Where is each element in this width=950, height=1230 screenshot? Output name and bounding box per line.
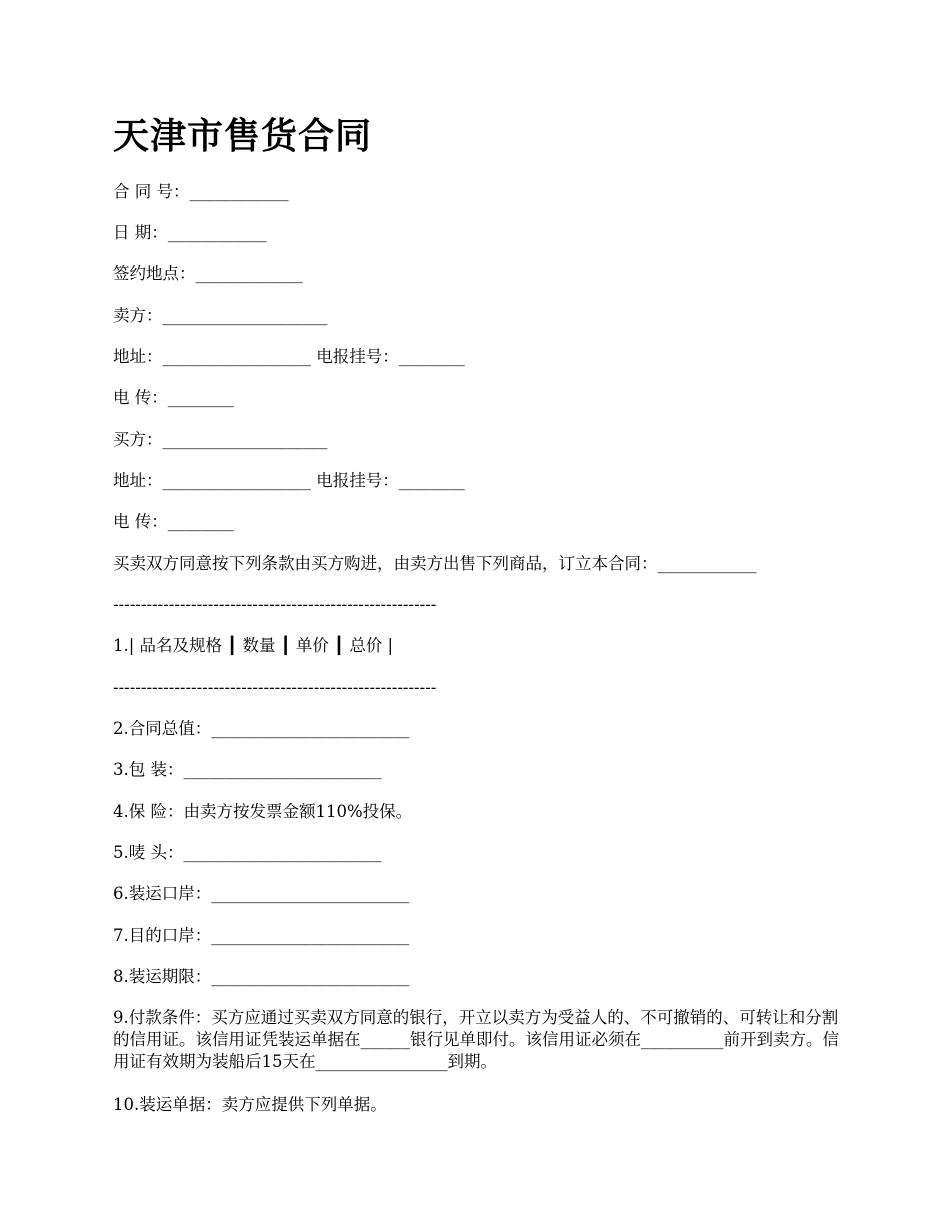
clause-total-value: 2.合同总值：________________________ <box>113 719 410 738</box>
clause-destination-port: 7.目的口岸：________________________ <box>113 926 410 945</box>
date-line: 日 期：____________ <box>113 223 267 242</box>
clause-insurance: 4.保 险：由卖方按发票金额110%投保。 <box>113 802 413 821</box>
buyer-telex-line: 电 传：________ <box>113 512 234 531</box>
seller-telex-line: 电 传：________ <box>113 388 234 407</box>
goods-table-header: 1.| 品名及规格 ┃ 数量 ┃ 单价 ┃ 总价 | <box>113 636 394 655</box>
buyer-line: 买方：____________________ <box>113 430 328 449</box>
signing-place-line: 签约地点：_____________ <box>113 264 303 283</box>
clause-shipping-documents: 10.装运单据：卖方应提供下列单据。 <box>113 1095 387 1114</box>
agreement-line: 买卖双方同意按下列条款由买方购进，由卖方出售下列商品，订立本合同：____________ <box>113 554 757 573</box>
contract-number-line: 合 同 号：____________ <box>113 182 289 201</box>
table-divider-bottom: ---------------------------------------------------------- <box>113 678 437 697</box>
clause-shipping-marks: 5.唛 头：________________________ <box>113 843 382 862</box>
buyer-address-line: 地址：__________________ 电报挂号：________ <box>113 471 465 490</box>
table-divider-top: ---------------------------------------------------------- <box>113 595 437 614</box>
seller-address-line: 地址：__________________ 电报挂号：________ <box>113 347 465 366</box>
seller-line: 卖方：____________________ <box>113 306 328 325</box>
page-title: 天津市售货合同 <box>113 116 373 157</box>
clause-loading-port: 6.装运口岸：________________________ <box>113 884 410 903</box>
clause-shipment-deadline: 8.装运期限：________________________ <box>113 967 410 986</box>
clause-packing: 3.包 装：________________________ <box>113 760 382 779</box>
clause-payment-terms: 9.付款条件：买方应通过买卖双方同意的银行，开立以卖方为受益人的、不可撤销的、可转让和分割的信用证。该信用证凭装运单据在______银行见单即付。该信用证必须在__________前开到卖方。信用证有效期为装船后15天在________________到期。 <box>113 1008 839 1071</box>
